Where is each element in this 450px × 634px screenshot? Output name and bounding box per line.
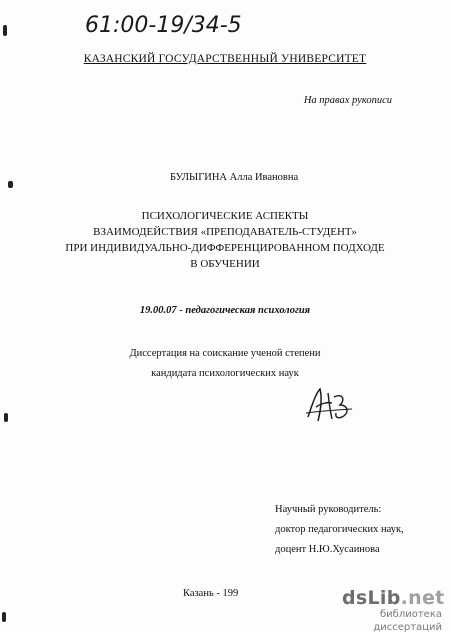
title-line: ПРИ ИНДИВИДУАЛЬНО-ДИФФЕРЕНЦИРОВАННОМ ПОДХОДЕ [65,242,385,254]
university-heading [0,53,450,65]
degree-line: Диссертация на соискание ученой степени [129,348,321,359]
handwritten-signature [302,383,362,427]
title-line: ПСИХОЛОГИЧЕСКИЕ АСПЕКТЫ [141,210,309,222]
dissertation-title [0,208,450,272]
binding-mark [3,25,7,36]
rights-note: На правах рукописи [303,95,392,106]
specialty-code: 19.00.07 - педагогическая психология [139,305,311,316]
degree-statement [0,344,450,384]
watermark [342,587,445,633]
watermark-subtitle: библиотека диссертаций [373,609,442,633]
binding-mark [2,612,6,622]
archive-code-text: 61:00-19/34-5 [85,13,242,38]
author-name: БУЛЫГИНА Алла Ивановна [170,172,299,183]
watermark-logo-main: dsLib [342,587,401,609]
supervisor-line: доцент Н.Ю.Хусаинова [275,544,380,555]
supervisor-line: доктор педагогических наук, [275,524,404,535]
degree-line: кандидата психологических наук [151,368,299,379]
city-year: Казань - 199 [183,588,239,599]
binding-mark [4,413,8,422]
watermark-logo [342,587,445,609]
handwritten-archive-code [83,6,273,40]
university-name: КАЗАНСКИЙ ГОСУДАРСТВЕННЫЙ УНИВЕРСИТЕТ [83,53,367,65]
watermark-logo-suffix: .net [400,587,445,609]
binding-mark [8,181,13,188]
title-line: В ОБУЧЕНИИ [190,258,260,270]
supervisor-line: Научный руководитель: [275,504,382,515]
title-line: ВЗАИМОДЕЙСТВИЯ «ПРЕПОДАВАТЕЛЬ-СТУДЕНТ» [93,226,357,238]
supervisor-block [275,500,404,560]
